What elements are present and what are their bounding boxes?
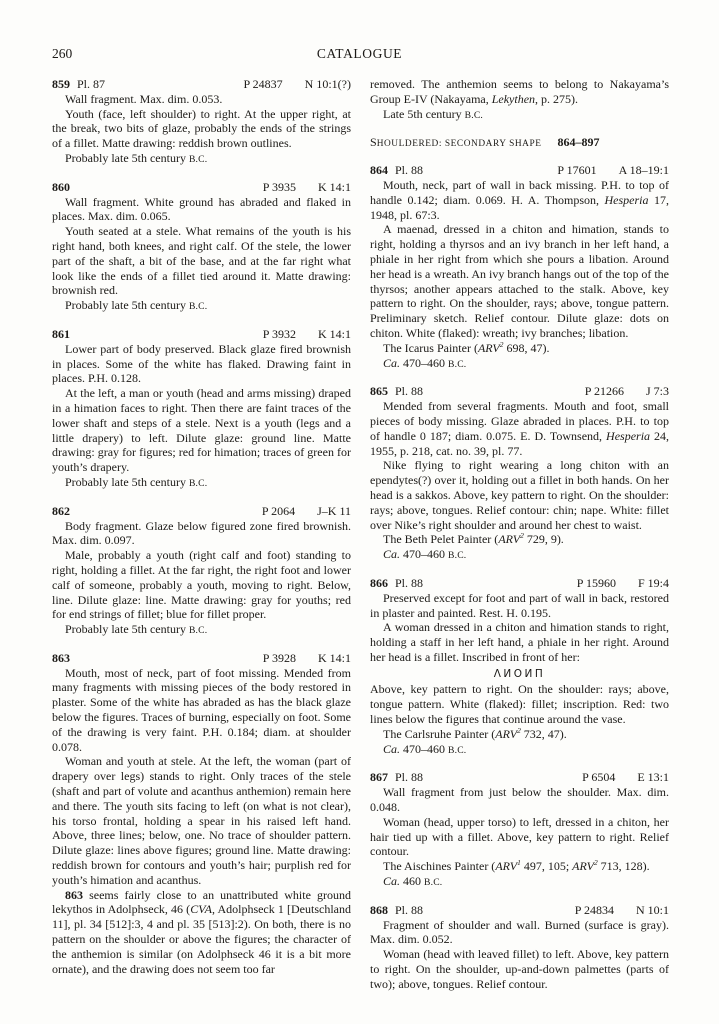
entry-header-right xyxy=(263,651,351,666)
text-run: 2 xyxy=(499,339,504,349)
entry-header-right xyxy=(243,77,351,92)
entry-header-left xyxy=(52,180,70,195)
text-run: Woman and youth at stele. At the left, the woman (part of drapery over legs) stands to right. Only traces of the stele (shaft and part of volute and acanthus anthemion) remain here and there. The youth sits facing to left (on what is not clear), his torso frontal, holding a spear in his raised left hand. Above, three lines; below, one. No trace of shoulder pattern. Dilute glaze: lines above figures; ground line. Matte drawing: reddish brown for contours and youth’s hair; purplish red for youth’s himation and acanthus. xyxy=(52,754,351,887)
text-run: CVA xyxy=(190,902,212,917)
grid-reference: J 7:3 xyxy=(645,384,669,399)
entry-header-left xyxy=(370,384,423,399)
paragraph xyxy=(370,399,669,458)
text-run: Ca. xyxy=(383,547,401,562)
text-run: 497, 105; xyxy=(520,859,573,874)
text-run: Body fragment. Glaze below figured zone fired brownish. Max. dim. 0.097. xyxy=(52,518,351,548)
inventory-number: P 6504 xyxy=(582,770,616,785)
entry-header-right xyxy=(262,504,351,519)
text-run: 863 xyxy=(65,887,83,902)
text-run: Late 5th century xyxy=(383,106,465,121)
catalogue-entry xyxy=(52,504,351,639)
entry-number: 859 xyxy=(52,77,70,91)
paragraph xyxy=(52,519,351,549)
grid-reference: K 14:1 xyxy=(318,179,351,194)
entry-header-left xyxy=(370,770,423,785)
paragraph xyxy=(370,815,669,859)
text-run: Wall fragment. Max. dim. 0.053. xyxy=(65,91,223,106)
page-number: 260 xyxy=(52,46,73,61)
entry-header-left xyxy=(370,163,423,178)
text-run: The Icarus Painter ( xyxy=(383,340,478,355)
paragraph xyxy=(370,918,669,948)
paragraph xyxy=(370,620,669,664)
text-run: Wall fragment. White ground has abraded and flaked in places. Max. dim. 0.065. xyxy=(52,194,351,224)
text-run: Hesperia xyxy=(606,428,651,443)
entry-number: 863 xyxy=(52,650,70,665)
paragraph xyxy=(370,742,669,759)
text-run: Youth (face, left shoulder) to right. At the upper right, at the break, two bits of glaze, probably the ends of the strings of a fillet. Matte drawing: reddish brown outlines. xyxy=(52,106,351,151)
text-run: HOULDERED: SECONDARY SHAPE xyxy=(376,139,542,150)
text-run: ARV xyxy=(495,859,518,874)
column-left xyxy=(52,77,351,1004)
text-run: 732, 47). xyxy=(520,726,567,741)
inventory-number: P 17601 xyxy=(557,163,597,178)
entry-header-right xyxy=(557,163,669,178)
paragraph xyxy=(52,151,351,168)
plate-ref: Pl. 88 xyxy=(395,902,424,917)
grid-reference: K 14:1 xyxy=(318,326,351,341)
text-run: B.C. xyxy=(448,358,467,370)
entry-number: 864 xyxy=(370,163,388,178)
catalogue-entry xyxy=(52,327,351,492)
catalogue-entry xyxy=(370,163,669,372)
entry-number: 865 xyxy=(370,384,388,399)
paragraph xyxy=(52,475,351,492)
paragraph xyxy=(370,727,669,742)
paragraph xyxy=(370,458,669,532)
entry-header xyxy=(52,327,351,342)
entry-number: 861 xyxy=(52,326,70,341)
entry-header-right xyxy=(575,903,669,918)
continuation-paragraphs xyxy=(370,77,669,123)
text-run: 2 xyxy=(520,531,524,541)
text-run: ARV xyxy=(495,726,518,741)
plate-ref: Pl. 88 xyxy=(395,575,424,590)
inventory-number: P 24837 xyxy=(243,77,283,91)
text-run: 729, 9). xyxy=(523,532,564,547)
text-run: B.C. xyxy=(448,550,467,562)
grid-reference: F 19:4 xyxy=(637,575,669,590)
text-run: The Aischines Painter ( xyxy=(383,859,496,874)
entry-header-left xyxy=(52,327,70,342)
text-run: B.C. xyxy=(464,109,484,121)
entry-header xyxy=(370,384,669,399)
text-run: , p. 275). xyxy=(535,91,579,106)
paragraph xyxy=(52,888,351,977)
catalogue-entry xyxy=(370,903,669,992)
text-run: ARV xyxy=(498,532,521,547)
grid-reference: A 18–19:1 xyxy=(618,163,669,178)
catalogue-entry xyxy=(52,651,351,977)
text-run: Probably late 5th century xyxy=(65,622,189,637)
text-run: ΛИОИΠ xyxy=(493,667,546,680)
text-run: Mouth, neck, part of wall in back missing. P.H. to top of handle 0.142; diam. 0.069. H. A. Thompson, xyxy=(370,177,669,207)
text-run: The Beth Pelet Painter ( xyxy=(383,532,499,547)
text-run: Preserved except for foot and part of wall in back, restored in plaster and painted. Rest. H. 0.195. xyxy=(370,590,669,620)
text-run: 460 xyxy=(400,874,425,889)
text-run: 2 xyxy=(517,725,521,735)
text-run: ARV xyxy=(572,859,594,874)
page-title: CATALOGUE xyxy=(316,46,403,61)
plate-ref: Pl. 87 xyxy=(77,77,106,91)
entry-header-left xyxy=(370,903,423,918)
text-run: Youth seated at a stele. What remains of the youth is his right hand, both knees, and right calf. Of the stele, the lower part of the shaft, a bit of the base, and at the far right what look like the ends of a fillet tied around it. Matte drawing: brownish red. xyxy=(52,224,351,298)
text-run: 713, 128). xyxy=(597,859,650,874)
text-run: 470–460 xyxy=(400,355,449,370)
paragraph xyxy=(370,682,669,726)
paragraph xyxy=(52,666,351,755)
entry-header-left xyxy=(52,77,105,92)
paragraph xyxy=(370,547,669,564)
inventory-number: P 21266 xyxy=(584,384,624,399)
text-columns xyxy=(52,77,669,1004)
entry-header xyxy=(52,77,351,92)
entry-header xyxy=(370,576,669,591)
text-run: Male, probably a youth (right calf and foot) standing to right, holding a fillet. At the far right, the right foot and lower calf of someone, probably a youth, moving to right. Below, line. Dilute glaze: line. Matte drawing: gray for youths; red for end strings of fillet; blue for fillet proper. xyxy=(52,548,351,622)
text-run: 2 xyxy=(593,858,598,868)
text-run: Mouth, most of neck, part of foot missing. Mended from many fragments with missing pieces of the body restored in plaster. Some of the white has abraded as has the black glaze below the figures. Traces of burning, especially on foot. Some of the drawing is very faint. P.H. 0.184; diam. at shoulder 0.078. xyxy=(52,665,351,754)
paragraph xyxy=(370,785,669,815)
grid-reference: N 10:1(?) xyxy=(304,77,351,91)
inventory-number: P 15960 xyxy=(576,575,616,590)
paragraph xyxy=(370,532,669,547)
entry-number: 866 xyxy=(370,575,388,590)
grid-reference: N 10:1 xyxy=(636,902,669,917)
inscription xyxy=(370,666,669,682)
paragraph xyxy=(370,341,669,356)
text-run: 470–460 xyxy=(400,741,449,756)
text-run: Ca. xyxy=(383,741,401,756)
entry-header xyxy=(52,651,351,666)
text-run: B.C. xyxy=(448,744,467,756)
inventory-number: P 2064 xyxy=(261,503,296,518)
catalogue-entry xyxy=(370,384,669,564)
text-run: B.C. xyxy=(188,477,208,489)
text-run: Probably late 5th century xyxy=(65,150,189,165)
paragraph xyxy=(370,859,669,874)
text-run: A woman dressed in a chiton and himation stands to right, holding a staff in her left hand, a phiale in her right. Around her head is a fillet. Inscribed in front of her: xyxy=(370,620,669,664)
text-run: removed. The anthemion seems to belong to Nakayama’s Group E-IV (Nakayama, xyxy=(370,77,669,106)
text-run: Fragment of shoulder and wall. Burned (surface is gray). Max. dim. 0.052. xyxy=(370,917,669,947)
entry-number: 860 xyxy=(52,179,70,194)
text-run: Above, key pattern to right. On the shoulder: rays; above, tongue pattern. White (flaked): fillet; inscription. Red: two lines below the figures that continue around the vase. xyxy=(370,682,669,727)
text-run: Probably late 5th century xyxy=(65,474,189,489)
text-run: 1 xyxy=(517,858,521,868)
paragraph xyxy=(370,947,669,991)
paragraph xyxy=(52,92,351,107)
entry-number: 868 xyxy=(370,902,388,917)
text-run: B.C. xyxy=(188,301,208,313)
entry-header-left xyxy=(52,651,70,666)
text-run: The Carlsruhe Painter ( xyxy=(383,726,496,741)
paragraph xyxy=(370,591,669,621)
text-run: Ca. xyxy=(383,355,401,370)
entry-header-right xyxy=(263,327,351,342)
running-head xyxy=(52,46,667,64)
section-heading xyxy=(370,135,669,152)
entry-header-left xyxy=(52,504,70,519)
entry-header-right xyxy=(263,180,351,195)
text-run: Wall fragment from just below the shoulder. Max. dim. 0.048. xyxy=(370,785,669,815)
entry-header xyxy=(370,903,669,918)
paragraph xyxy=(370,222,669,340)
text-run: At the left, a man or youth (head and arms missing) draped in a himation faces to right. Then there are faint traces of the lower shaft and steps of a stele. Next is a youth (legs and a little drapery) to left. Dilute glaze: ground line. Matte drawing: gray for figures; red for himation; traces of green for youth’s drapery. xyxy=(52,386,351,475)
text-run: 470–460 xyxy=(400,547,449,562)
text-run: 864–897 xyxy=(557,135,600,150)
inventory-number: P 3935 xyxy=(262,179,296,194)
paragraph xyxy=(370,107,669,124)
entry-header xyxy=(52,504,351,519)
text-run: Mended from several fragments. Mouth and foot, small pieces of body missing. Glaze abraded in places. P.H. to top of handle 0 187; diam. 0.075. E. D. Townsend, xyxy=(370,399,669,443)
text-run: Probably late 5th century xyxy=(65,298,189,313)
text-run: S xyxy=(370,135,377,150)
paragraph xyxy=(52,195,351,225)
paragraph xyxy=(52,386,351,475)
paragraph xyxy=(52,622,351,639)
text-run: Ca. xyxy=(383,874,401,889)
plate-ref: Pl. 88 xyxy=(395,770,424,785)
text-run: B.C. xyxy=(188,153,208,165)
grid-reference: J–K 11 xyxy=(317,503,351,518)
catalogue-entry xyxy=(370,770,669,890)
entry-header-right xyxy=(582,770,669,785)
entry-header-right xyxy=(577,576,669,591)
text-run: B.C. xyxy=(424,877,443,889)
text-run: ARV xyxy=(477,340,500,355)
paragraph xyxy=(52,298,351,315)
entry-header xyxy=(370,163,669,178)
paragraph xyxy=(52,224,351,298)
text-run: B.C. xyxy=(188,625,208,637)
text-run: 698, 47). xyxy=(503,340,550,355)
inventory-number: P 3932 xyxy=(262,326,296,341)
text-run: A maenad, dressed in a chiton and himation, stands to right, holding a thyrsos and an ivy branch in her left hand, a phiale in her right from which she pours a libation. Around her head is a wreath. An ivy branch hangs out of the top of the thyrsos; another appears attached to the stalk. Above, key pattern to right. On the shoulder, rays; above, tongue pattern. Preliminary sketch. Relief contour. Dilute glaze: dots on chiton. White (flaked): wreath; ivy branches; libation. xyxy=(370,222,669,340)
text-run: Nike flying to right wearing a long chiton with an ependytes(?) over it, holding out a fillet in both hands. On her head is a sakkos. Above, key pattern to right. On the shoulder: rays; above, tongues. Relief contour: chin; nape. White: fillet over Nike’s right shoulder and around her chest to waist. xyxy=(370,458,669,532)
entry-header-right xyxy=(585,384,669,399)
plate-ref: Pl. 88 xyxy=(395,384,424,399)
paragraph xyxy=(52,342,351,386)
inventory-number: P 24834 xyxy=(574,902,614,917)
text-run: , Adolphseck 1 [Deutschland 11], pl. 34 [512]:3, 4 and pl. 35 [513]:2). On both, there is no pattern on the shoulder or above the figures; the character of the anthemion is similar (on Adolphseck 46 it is a bit more ornate), and the drawing does not seem too far xyxy=(52,902,352,976)
paragraph xyxy=(52,754,351,887)
text-run: 24, 1955, p. 218, cat. no. 39, pl. 77. xyxy=(370,428,670,458)
entry-number: 867 xyxy=(370,770,388,785)
paragraph xyxy=(370,874,669,891)
catalogue-entry xyxy=(52,180,351,315)
text-run: Woman (head, upper torso) to left, dressed in a chiton, her hair tied up with a fillet. Above, key pattern to right. Relief contour. xyxy=(370,814,669,859)
paragraph xyxy=(370,178,669,222)
text-run: Lekythen xyxy=(491,91,536,106)
catalogue-entry xyxy=(370,576,669,759)
entry-header xyxy=(52,180,351,195)
entry-header xyxy=(370,770,669,785)
plate-ref: Pl. 88 xyxy=(395,163,424,178)
text-run: Lower part of body preserved. Black glaze fired brownish in places. Some of the white has flaked. Drawing faint in places. P.H. 0.128. xyxy=(52,341,351,386)
text-run: 17, 1948, pl. 67:3. xyxy=(370,192,670,222)
entry-number: 862 xyxy=(52,503,70,518)
text-run: Hesperia xyxy=(604,192,649,207)
paragraph xyxy=(370,77,669,107)
grid-reference: E 13:1 xyxy=(637,770,669,785)
text-run: Woman (head with leaved fillet) to left. Above, key pattern to right. On the shoulder, up-and-down palmettes (parts of two); above, tongues. Relief contour. xyxy=(370,947,669,991)
entry-header-left xyxy=(370,576,423,591)
paragraph xyxy=(370,356,669,373)
text-run: seems fairly close to an unattributed white ground lekythos in Adolphseck, 46 ( xyxy=(52,887,351,917)
column-right xyxy=(370,77,669,1004)
grid-reference: K 14:1 xyxy=(318,650,351,665)
inventory-number: P 3928 xyxy=(262,650,296,665)
catalogue-entry xyxy=(52,77,351,168)
paragraph xyxy=(52,548,351,622)
paragraph xyxy=(52,107,351,151)
